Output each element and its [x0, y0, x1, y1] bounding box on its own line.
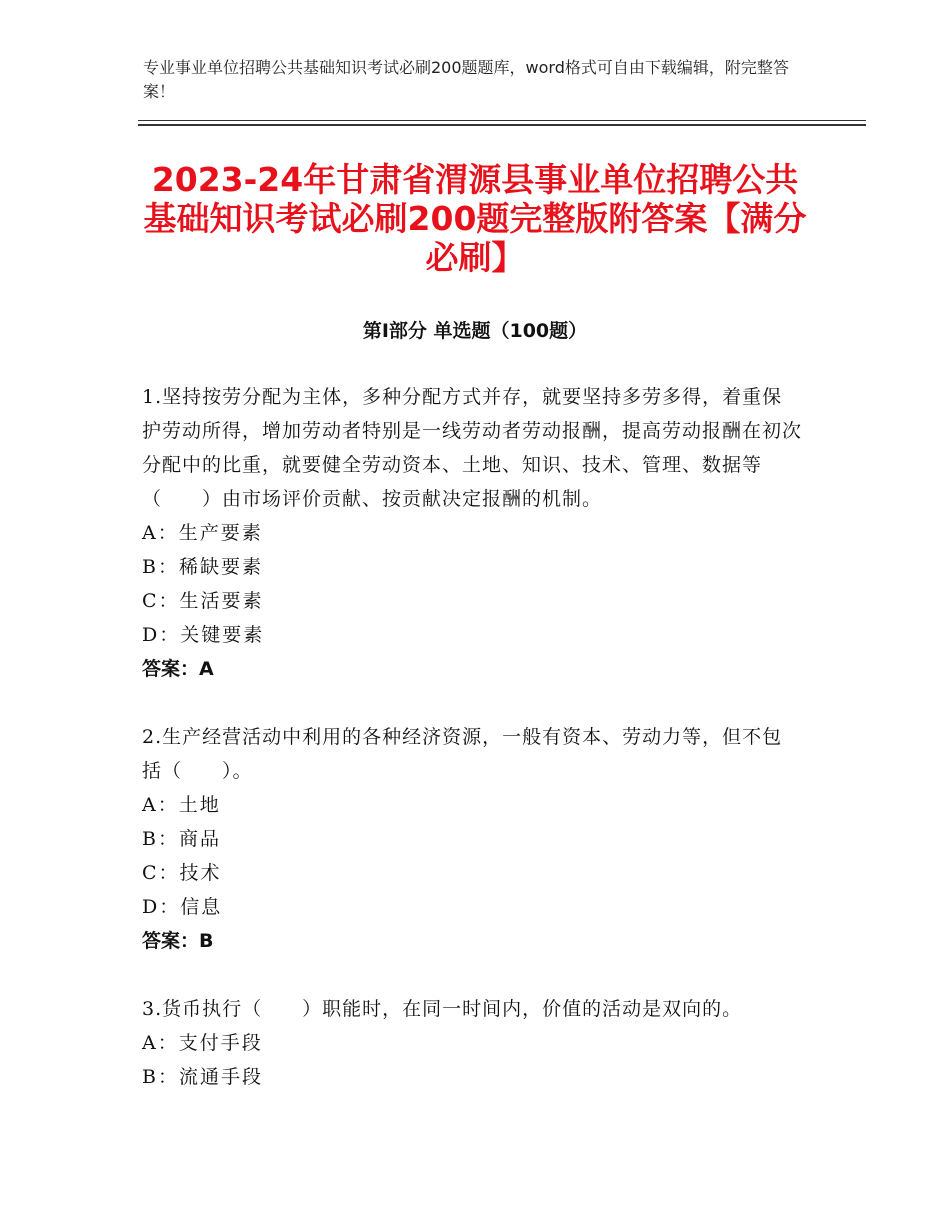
option-c: C：生活要素: [142, 590, 264, 612]
question-text: 2.生产经营活动中利用的各种经济资源，一般有资本、劳动力等，但不包括（ ）。: [142, 726, 783, 782]
question-text: 1.坚持按劳分配为主体，多种分配方式并存，就要坚持多劳多得，着重保护劳动所得，增加劳动者特别是一线劳动者劳动报酬，提高劳动报酬在初次分配中的比重，就要健全劳动资本、土地、知识、技术、管理、数据等（ ）由市场评价贡献、按贡献决定报酬的机制。: [142, 386, 803, 510]
option-a: A：生产要素: [142, 522, 263, 544]
option-d: D：关键要素: [142, 624, 265, 646]
option-b: B：稀缺要素: [142, 556, 263, 578]
option-c: C：技术: [142, 862, 222, 884]
option-a: A：支付手段: [142, 1032, 263, 1054]
header-divider-thick: [138, 124, 866, 126]
option-b: B：流通手段: [142, 1066, 263, 1088]
question-2: [142, 720, 802, 958]
answer-line: 答案：B: [142, 930, 214, 952]
option-b: B：商品: [142, 828, 221, 850]
question-text: 3.货币执行（ ）职能时，在同一时间内，价值的活动是双向的。: [142, 998, 743, 1020]
option-d: D：信息: [142, 896, 223, 918]
question-list: [142, 380, 802, 1094]
header-divider-thin: [138, 120, 866, 121]
document-title: 2023-24年甘肃省渭源县事业单位招聘公共基础知识考试必刷200题完整版附答案【满分必刷】: [143, 160, 807, 277]
question-1: [142, 380, 802, 686]
section-heading: 第I部分 单选题（100题）: [362, 320, 588, 342]
header-note: 专业事业单位招聘公共基础知识考试必刷200题题库，word格式可自由下载编辑，附完整答案！: [143, 58, 789, 101]
option-a: A：土地: [142, 794, 221, 816]
answer-line: 答案：A: [142, 658, 214, 680]
question-3: [142, 992, 802, 1094]
